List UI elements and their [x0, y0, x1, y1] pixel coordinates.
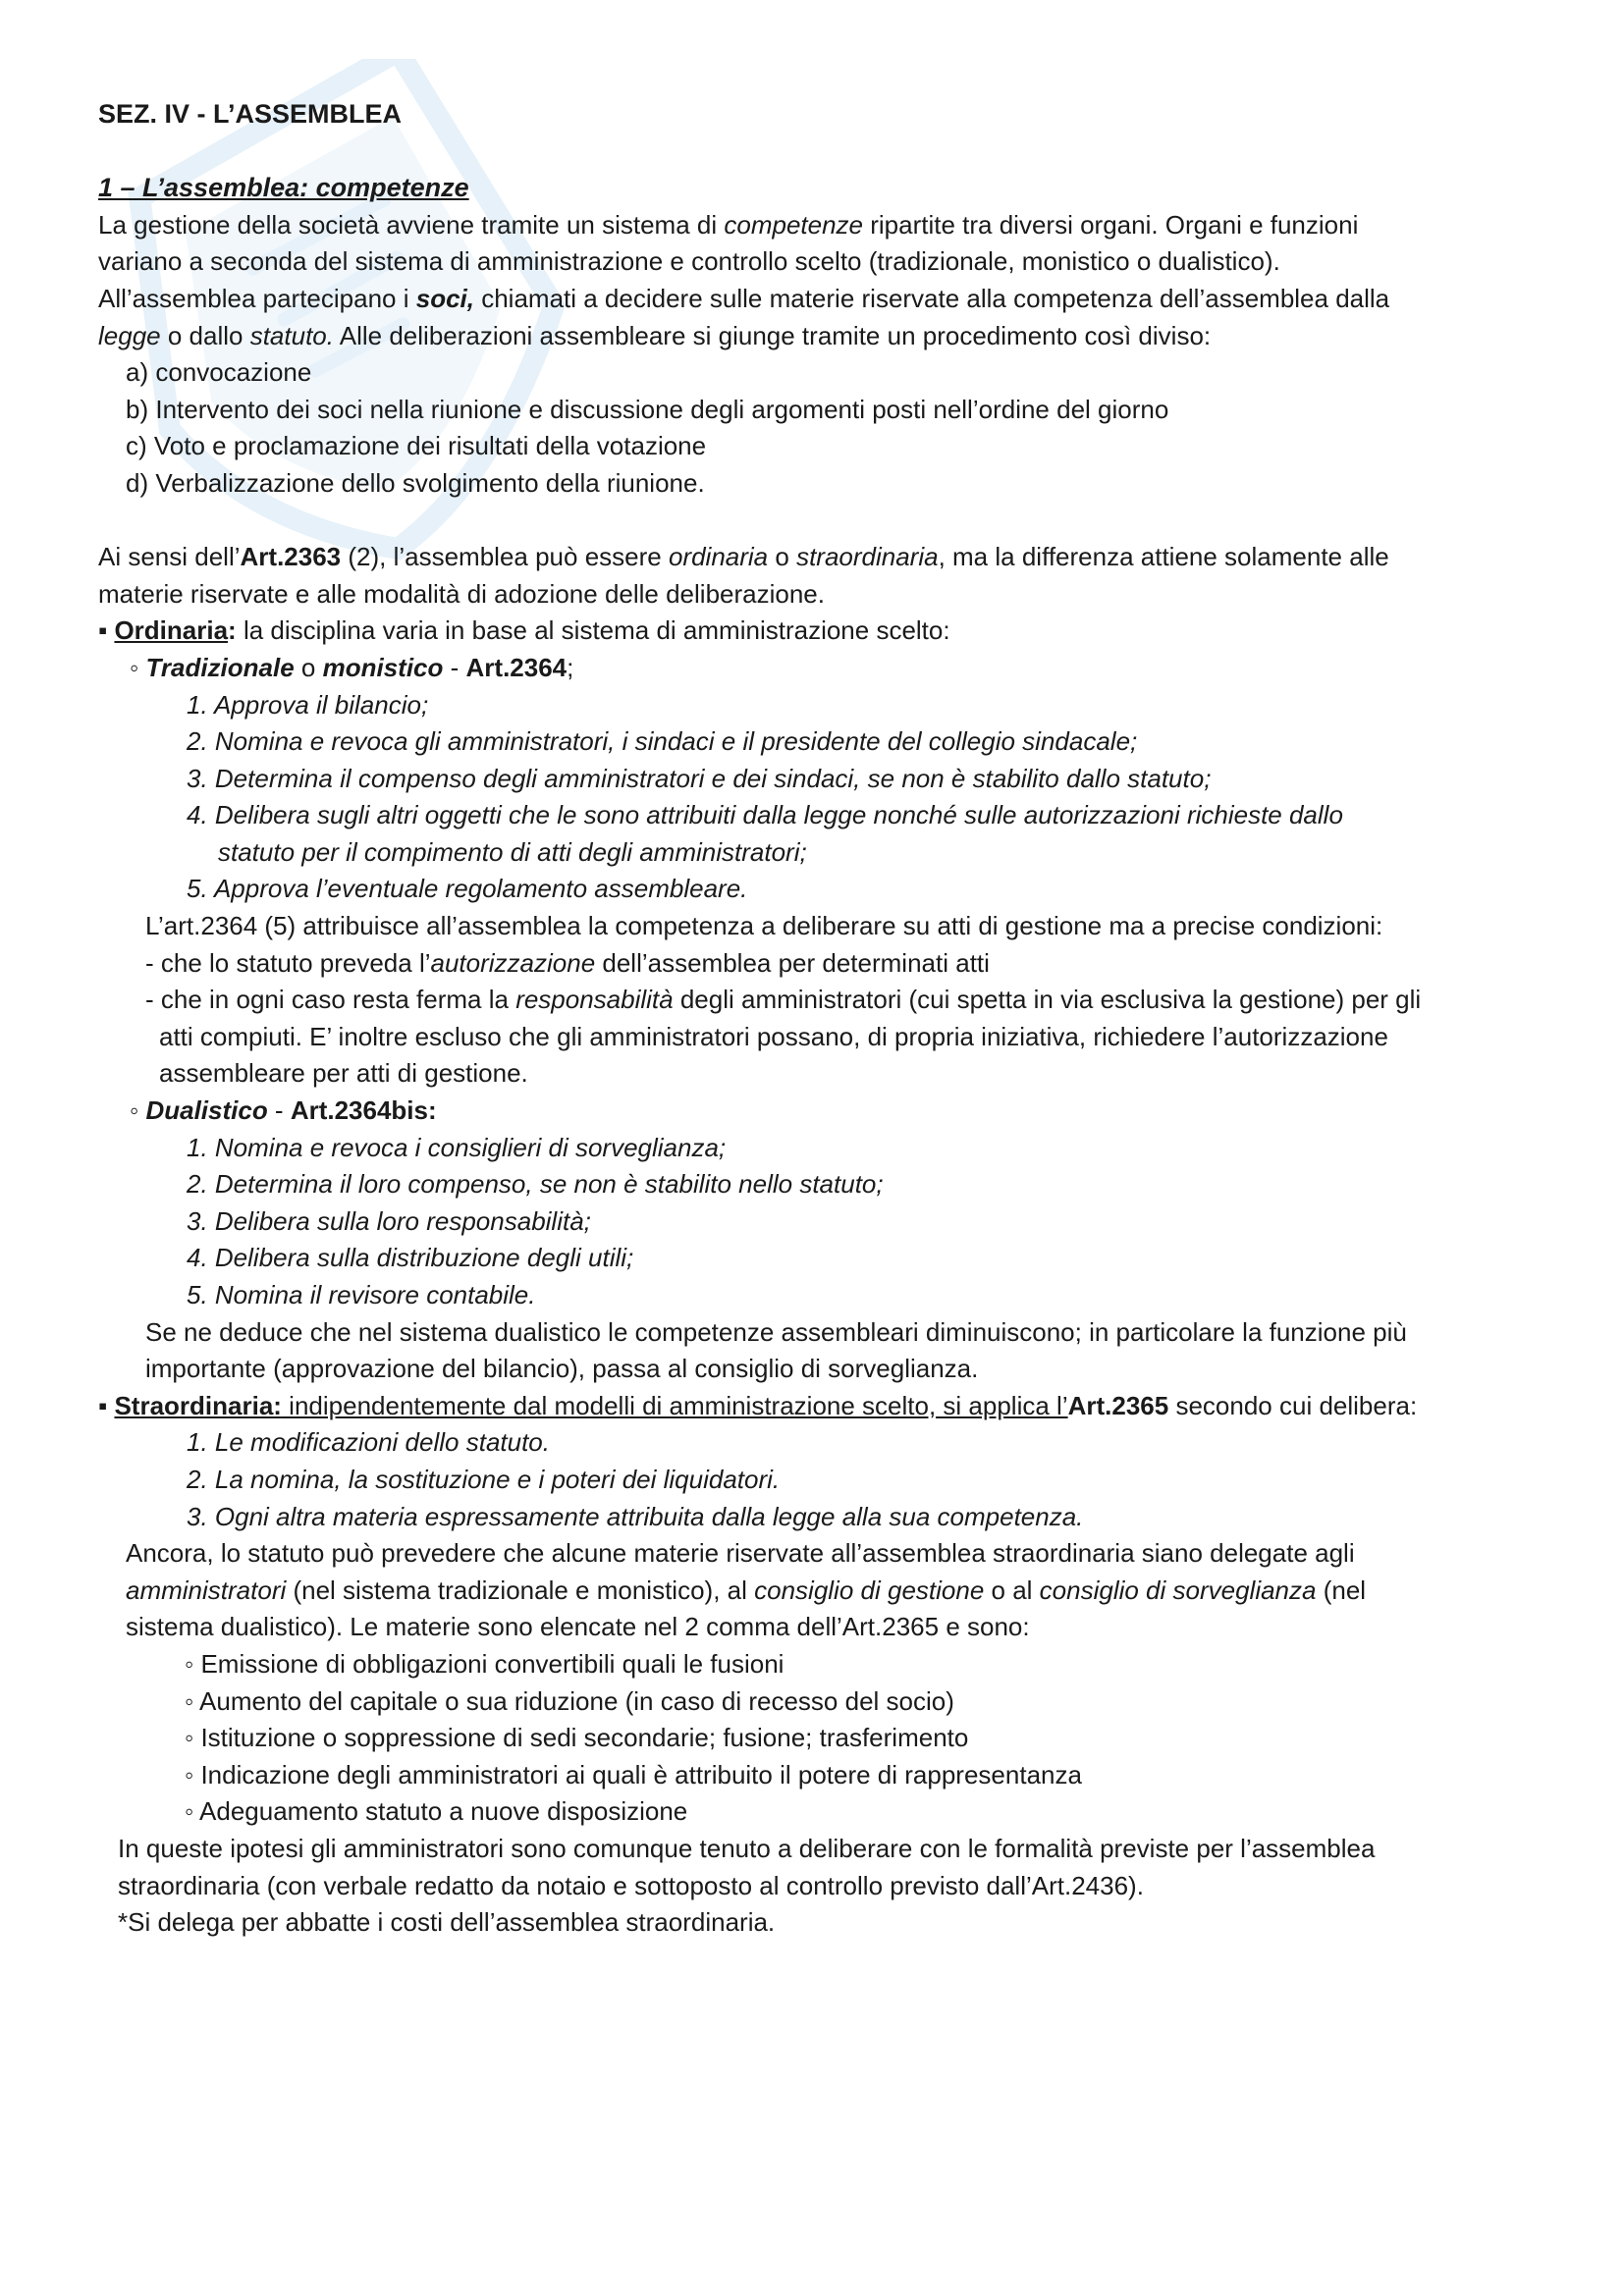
list-item: 5. Nomina il revisore contabile.	[187, 1280, 536, 1309]
paragraph-line: - che lo statuto preveda l’autorizzazione dell’assemblea per determinati atti	[145, 947, 990, 978]
circle-bullet-icon: ◦	[185, 1759, 194, 1789]
list-item: d) Verbalizzazione dello svolgimento della riunione.	[126, 467, 705, 498]
circle-bullet-icon: ◦	[185, 1648, 194, 1679]
list-item: 1. Nomina e revoca i consiglieri di sorveglianza;	[187, 1132, 727, 1162]
circle-bullet-icon: ◦	[130, 1095, 139, 1126]
subsection-heading: 1 – L’assemblea: competenze	[98, 173, 469, 203]
paragraph-line: Ancora, lo statuto può prevedere che alcune materie riservate all’assemblea straordinaria siano delegate agli	[126, 1538, 1355, 1569]
tradizionale-heading: ◦ Tradizionale o monistico - Art.2364;	[130, 652, 574, 682]
footnote: *Si delega per abbatte i costi dell’assemblea straordinaria.	[118, 1907, 776, 1938]
paragraph-line: importante (approvazione del bilancio), passa al consiglio di sorveglianza.	[145, 1354, 979, 1384]
square-bullet-icon: ▪	[98, 615, 108, 646]
paragraph-line: - che in ogni caso resta ferma la responsabilità degli amministratori (cui spetta in via esclusiva la gestione) per gli	[145, 985, 1422, 1015]
paragraph-line: variano a seconda del sistema di amministrazione e controllo scelto (tradizionale, monistico o dualistico).	[98, 246, 1280, 277]
paragraph-line: Ai sensi dell’Art.2363 (2), l’assemblea può essere ordinaria o straordinaria, ma la differenza attiene solamente alle	[98, 542, 1389, 572]
section-title: SEZ. IV - L’ASSEMBLEA	[98, 99, 403, 129]
list-item: ◦ Istituzione o soppressione di sedi secondarie; fusione; trasferimento	[185, 1723, 969, 1753]
paragraph-line: assembleare per atti di gestione.	[159, 1058, 528, 1089]
list-item: 3. Ogni altra materia espressamente attribuita dalla legge alla sua competenza.	[187, 1501, 1084, 1531]
list-item: b) Intervento dei soci nella riunione e discussione degli argomenti posti nell’ordine del giorno	[126, 394, 1169, 424]
paragraph-line: legge o dallo statuto. Alle deliberazioni assembleare si giunge tramite un procedimento così diviso:	[98, 320, 1212, 350]
list-item: 1. Approva il bilancio;	[187, 689, 429, 720]
list-item: 3. Delibera sulla loro responsabilità;	[187, 1205, 591, 1236]
circle-bullet-icon: ◦	[185, 1685, 194, 1716]
paragraph-line: sistema dualistico). Le materie sono elencate nel 2 comma dell’Art.2365 e sono:	[126, 1612, 1030, 1642]
list-item: 5. Approva l’eventuale regolamento assembleare.	[187, 874, 748, 904]
paragraph-line: atti compiuti. E’ inoltre escluso che gli amministratori possano, di propria iniziativa, richiedere l’autorizzazione	[159, 1021, 1388, 1051]
list-item: ◦ Indicazione degli amministratori ai quali è attribuito il potere di rappresentanza	[185, 1759, 1082, 1789]
circle-bullet-icon: ◦	[185, 1723, 194, 1753]
list-item: 4. Delibera sulla distribuzione degli utili;	[187, 1243, 634, 1273]
list-item: 4. Delibera sugli altri oggetti che le sono attribuiti dalla legge nonché sulle autorizzazioni richieste dallo	[187, 800, 1343, 830]
dualistico-heading: ◦ Dualistico - Art.2364bis:	[130, 1095, 437, 1126]
ordinaria-heading: ▪ Ordinaria: la disciplina varia in base al sistema di amministrazione scelto:	[98, 615, 950, 646]
list-item: ◦ Adeguamento statuto a nuove disposizione	[185, 1796, 688, 1827]
list-item: statuto per il compimento di atti degli amministratori;	[218, 836, 807, 867]
paragraph-line: In queste ipotesi gli amministratori sono comunque tenuto a deliberare con le formalità previste per l’assemblea	[118, 1833, 1376, 1863]
straordinaria-heading: ▪ Straordinaria: indipendentemente dal modelli di amministrazione scelto, si applica l’Art.2365 secondo cui delibera:	[98, 1390, 1418, 1420]
list-item: 3. Determina il compenso degli amministratori e dei sindaci, se non è stabilito dallo statuto;	[187, 763, 1212, 793]
list-item: 2. Nomina e revoca gli amministratori, i sindaci e il presidente del collegio sindacale;	[187, 726, 1138, 757]
paragraph-line: straordinaria (con verbale redatto da notaio e sottoposto al controllo previsto dall’Art.2436).	[118, 1870, 1144, 1900]
list-item: a) convocazione	[126, 357, 312, 388]
paragraph-line: amministratori (nel sistema tradizionale e monistico), al consiglio di gestione o al consiglio di sorveglianza (nel	[126, 1575, 1367, 1605]
paragraph-line: Se ne deduce che nel sistema dualistico le competenze assembleari diminuiscono; in particolare la funzione più	[145, 1316, 1407, 1347]
list-item: c) Voto e proclamazione dei risultati della votazione	[126, 431, 707, 461]
circle-bullet-icon: ◦	[185, 1796, 194, 1827]
square-bullet-icon: ▪	[98, 1390, 108, 1420]
list-item: 2. La nomina, la sostituzione e i poteri dei liquidatori.	[187, 1464, 781, 1494]
list-item: 2. Determina il loro compenso, se non è stabilito nello statuto;	[187, 1169, 884, 1200]
list-item: 1. Le modificazioni dello statuto.	[187, 1427, 550, 1458]
paragraph-line: materie riservate e alle modalità di adozione delle deliberazione.	[98, 578, 825, 609]
paragraph-line: L’art.2364 (5) attribuisce all’assemblea la competenza a deliberare su atti di gestione ma a precise condizioni:	[145, 911, 1383, 941]
circle-bullet-icon: ◦	[130, 652, 139, 682]
document-page	[98, 96, 1551, 1942]
list-item: ◦ Aumento del capitale o sua riduzione (in caso di recesso del socio)	[185, 1685, 954, 1716]
paragraph-line: All’assemblea partecipano i soci, chiamati a decidere sulle materie riservate alla competenza dell’assemblea dalla	[98, 283, 1390, 313]
list-item: ◦ Emissione di obbligazioni convertibili quali le fusioni	[185, 1648, 784, 1679]
paragraph-line: La gestione della società avviene tramite un sistema di competenze ripartite tra diversi organi. Organi e funzioni	[98, 209, 1359, 240]
